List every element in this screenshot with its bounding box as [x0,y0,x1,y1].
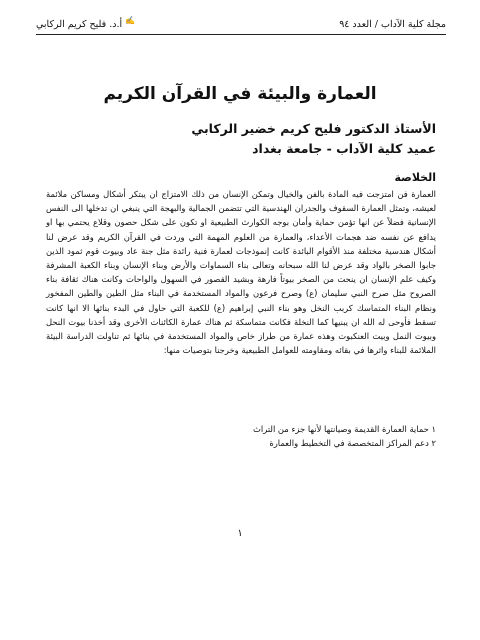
journal-issue: مجلة كلية الآداب / العدد ٩٤ [339,19,446,30]
header-author-group [36,16,135,34]
recommendation-item: ٢ دعم المراكز المتخصصة في التخطيط والعمارة [269,438,436,449]
author-affiliation: عميد كلية الآداب - جامعة بغداد [252,141,436,156]
header-author: أ.د. فليح كريم الركابي [36,19,123,30]
abstract-body [46,187,436,357]
running-header [36,16,446,35]
author-name: الأستاذ الدكتور فليح كريم خضير الركابي [191,121,436,136]
paper-title: العمارة والبيئة في القرآن الكريم [103,84,377,104]
abstract-heading: الخلاصة [394,171,436,184]
page-number: ١ [237,528,243,539]
recommendations-list [46,422,436,450]
abstract-paragraph: العمارة فن امتزجت فيه المادة بالفن والخيال وتمكن الإنسان من ذلك الامتزاج ان يبتكر أشكال ومساكن ملائمة لعيشه، وتمثل العمارة السقوف والجدران الهندسية التي تتضمن الجمالية والبهجة التي ينبغي ان تدخلها الى النفس الإنسانية فضلاً عن انها تؤمن حماية وأمان بوجه الكوارث الطبيعية او تكون على شكل حصون وقلاع يحتمي بها او يدافع عن نفسه ضد هجمات الأعداء، والعمارة من العلوم المهمة التي وردت في القرآن الكريم وقد عرض لنا أشكال هندسية مختلفة منذ الأقوام البائدة كانت إنموذجات لعمارة فنية رائدة مثل جنة عاد وبيوت قوم ثمود الذين جابوا الصخر بالواد وقد عرض لنا الله سبحانه وتعالى بناء السماوات والأرض وبناء الإنسان وبناء الكعبة المشرفة وكيف علم الإنسان ان ينحت من الصخر بيوتاً فارهة وبشيد القصور في السهول والواحات وكانت هناك ثقافة بناء الصروح مثل صرح النبي سليمان (ع) وصرح فرعون والمواد المستخدمة في البناء مثل الطين والطين المفخور ونظام البناء المتماسك كربب النخل وهو بناء النبي إبراهيم (ع) للكعبة التي حاول في البدء بنائها الا انها كانت تسقط فأوحى له الله ان يبنيها كما النخلة فكانت متماسكة ثم هناك عمارة الكائنات الأخرى وقد أخذنا بيوت النحل وبيوت النمل وبيت العنكبوت وهذه عمارة من طراز خاص والمواد المستخدمة في بنائها ثم تناولت الدراسة البيئة الملائمة للبناء واثرها في بقائه ومقاومته للعوامل الطبيعية وخرجنا بتوصيات منها: [46,189,436,356]
journal-logo-icon: ✍ [125,16,136,25]
author-block [76,119,436,159]
recommendation-item: ١ حماية العمارة القديمة وصيانتها لأنها جزء من التراث [253,424,436,434]
